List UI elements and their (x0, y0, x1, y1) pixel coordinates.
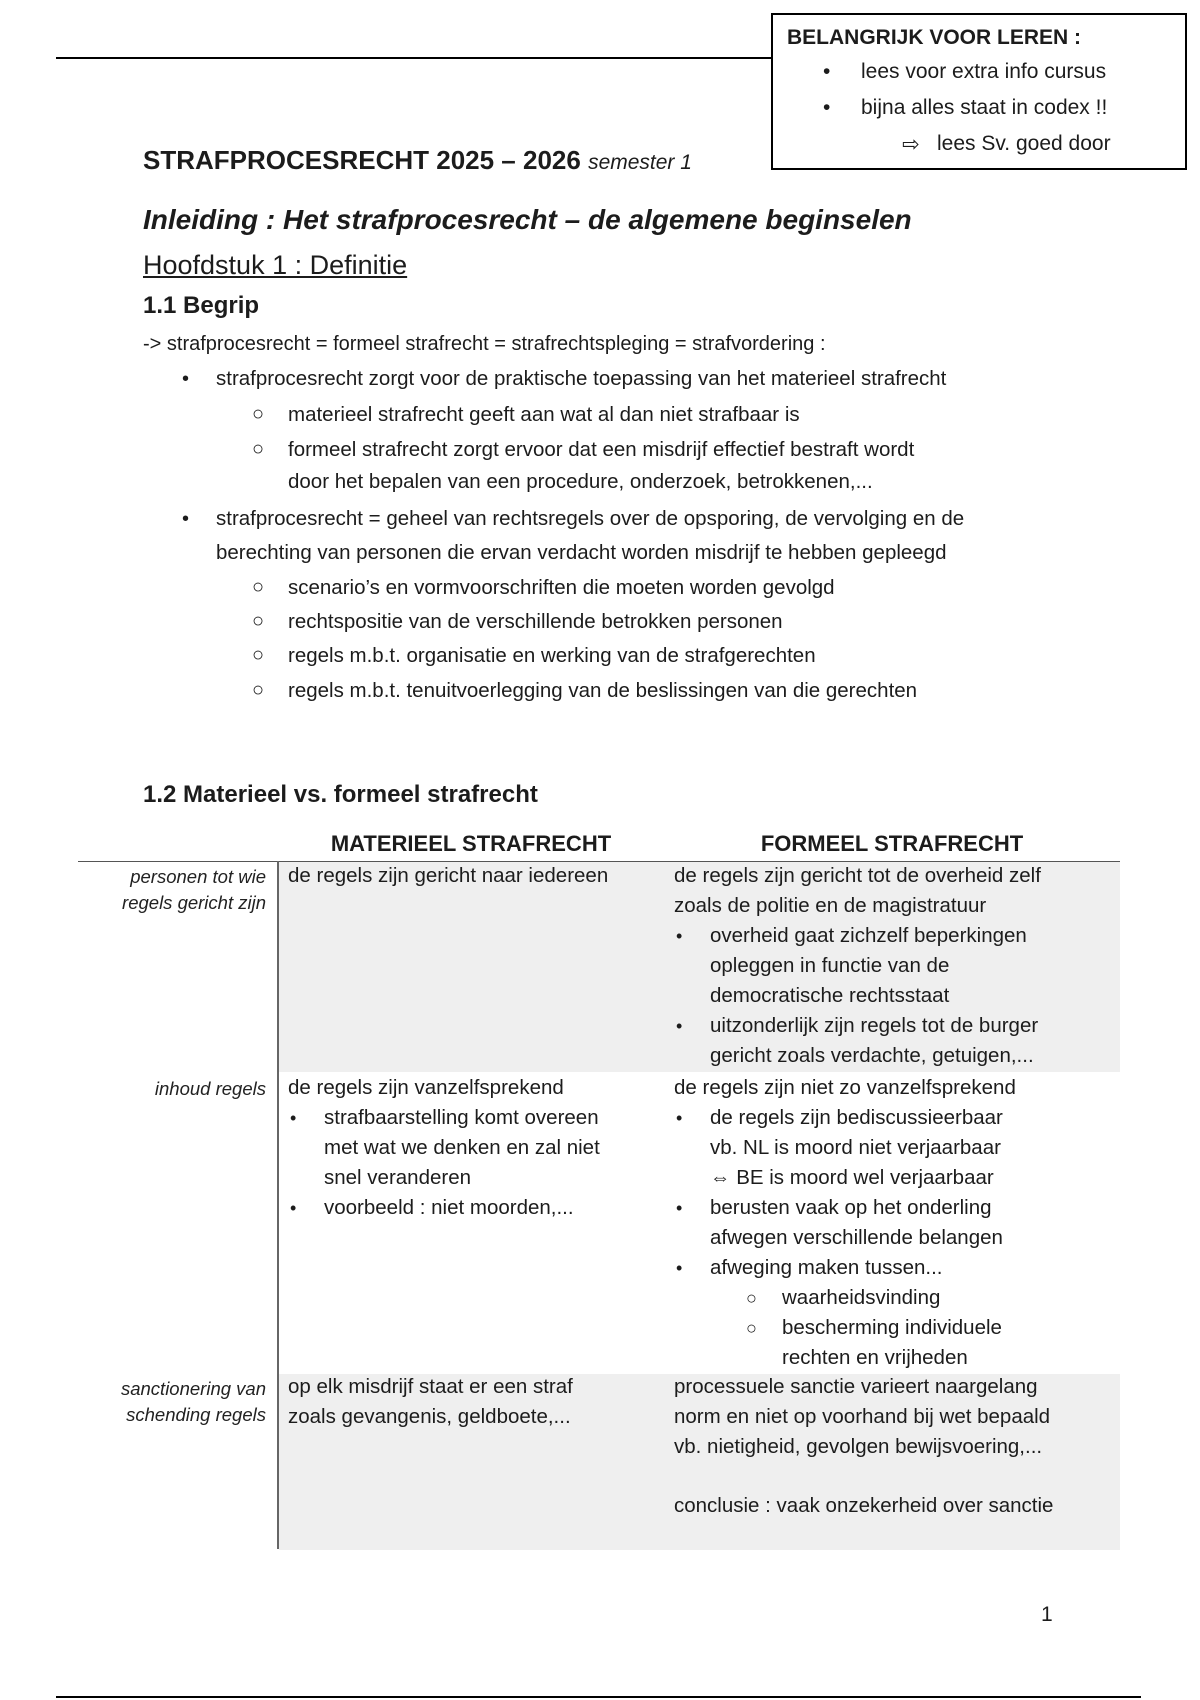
note-subitem-text: lees Sv. goed door (937, 132, 1111, 155)
bullet-icon: • (676, 1016, 683, 1036)
circle-bullet-icon: ○ (746, 1288, 757, 1308)
row-label-line: schending regels (126, 1404, 266, 1425)
note-item-text: lees voor extra info cursus (861, 60, 1107, 83)
circle-bullet-icon: ○ (252, 679, 265, 701)
cell-text: snel veranderen (324, 1166, 472, 1189)
cell-text: op elk misdrijf staat er een straf (288, 1375, 573, 1398)
list-item-continuation: berechting van personen die ervan verdacht worden misdrijf te hebben gepleegd (216, 541, 947, 564)
cell-text: BE is moord wel verjaarbaar (736, 1166, 994, 1189)
cell-text: rechten en vrijheden (782, 1346, 968, 1369)
list-item: strafprocesrecht = geheel van rechtsregels over de opsporing, de vervolging en de (216, 507, 965, 530)
table-cell-materieel (288, 1073, 600, 1223)
row-label-sanctionering (76, 1376, 266, 1428)
table-cell-formeel (674, 1073, 1016, 1373)
note-title: BELANGRIJK VOOR LEREN : (787, 26, 1082, 49)
bullet-icon: • (182, 368, 190, 390)
table-column-rule (277, 861, 279, 1549)
list-subitem: regels m.b.t. organisatie en werking van de strafgerechten (288, 644, 816, 667)
study-note-box (771, 13, 1187, 170)
circle-bullet-icon: ○ (252, 610, 265, 632)
cell-text: waarheidsvinding (782, 1286, 941, 1309)
bullet-icon: • (182, 508, 190, 530)
section-heading-1-2: 1.2 Materieel vs. formeel strafrecht (143, 781, 538, 808)
cell-text: zoals gevangenis, geldboete,... (288, 1405, 571, 1428)
cell-text: bescherming individuele (782, 1316, 1002, 1339)
header-rule (56, 57, 771, 59)
cell-text: norm en niet op voorhand bij wet bepaald (674, 1405, 1051, 1428)
cell-text: uitzonderlijk zijn regels tot de burger (710, 1014, 1039, 1037)
row-label-line: inhoud regels (154, 1078, 266, 1099)
column-header-formeel: FORMEEL STRAFRECHT (760, 831, 1024, 856)
bullet-icon: • (823, 96, 831, 119)
cell-bullet-item (674, 1253, 1016, 1283)
bullet-icon: • (676, 1108, 683, 1128)
section-heading-1-1: 1.1 Begrip (143, 292, 260, 319)
cell-text: overheid gaat zichzelf beperkingen (710, 924, 1027, 947)
list-subitem: formeel strafrecht zorgt ervoor dat een misdrijf effectief bestraft wordt (288, 438, 915, 461)
cell-text: processuele sanctie varieert naargelang (674, 1375, 1038, 1398)
list-item: strafprocesrecht zorgt voor de praktische toepassing van het materieel strafrecht (216, 367, 947, 390)
bullet-icon: • (290, 1198, 297, 1218)
cell-text: afwegen verschillende belangen (710, 1226, 1003, 1249)
cell-text: met wat we denken en zal niet (324, 1136, 600, 1159)
list-subitem: rechtspositie van de verschillende betrokken personen (288, 610, 783, 633)
cell-text: de regels zijn niet zo vanzelfsprekend (674, 1076, 1016, 1099)
bullet-icon: • (676, 1258, 683, 1278)
cell-text: de regels zijn vanzelfsprekend (288, 1076, 564, 1099)
table-cell-materieel (288, 861, 608, 891)
cell-text: vb. nietigheid, gevolgen bewijsvoering,... (674, 1435, 1043, 1458)
row-label-inhoud (76, 1076, 266, 1102)
cell-text: conclusie : vaak onzekerheid over sanctie (674, 1494, 1054, 1517)
footer-rule (56, 1696, 1141, 1698)
cell-text: de regels zijn bediscussieerbaar (710, 1106, 1003, 1129)
cell-text: democratische rechtsstaat (710, 984, 950, 1007)
arrow-right-icon: ⇨ (902, 133, 920, 156)
circle-bullet-icon: ○ (746, 1318, 757, 1338)
list-subitem: scenario’s en vormvoorschriften die moeten worden gevolgd (288, 576, 835, 599)
circle-bullet-icon: ○ (252, 644, 265, 666)
intro-heading: Inleiding : Het strafprocesrecht – de algemene beginselen (143, 204, 912, 235)
cell-bullet-item (288, 1193, 600, 1223)
row-label-line: sanctionering van (120, 1378, 266, 1399)
bullet-icon: • (676, 1198, 683, 1218)
cell-subitem (674, 1283, 1016, 1313)
circle-bullet-icon: ○ (252, 403, 265, 425)
circle-bullet-icon: ○ (252, 438, 265, 460)
cell-text: afweging maken tussen... (710, 1256, 943, 1279)
row-label-personen (76, 864, 266, 916)
semester-label: semester 1 (588, 151, 692, 174)
cell-text: strafbaarstelling komt overeen (324, 1106, 599, 1129)
cell-spacer (674, 1462, 1053, 1491)
document-title-text: STRAFPROCESRECHT 2025 – 2026 (143, 145, 581, 175)
row-label-line: regels gericht zijn (122, 892, 266, 913)
chapter-heading: Hoofdstuk 1 : Definitie (143, 250, 408, 280)
cell-bullet-item (288, 1103, 600, 1133)
cell-bullet-item (674, 921, 1041, 951)
cell-bullet-item (674, 1103, 1016, 1133)
bullet-icon: • (676, 926, 683, 946)
cell-text: voorbeeld : niet moorden,... (324, 1196, 574, 1219)
cell-bullet-item (674, 1193, 1016, 1223)
cell-text: de regels zijn gericht tot de overheid zelf (674, 864, 1041, 887)
document-title (143, 145, 692, 176)
cell-subitem (674, 1313, 1016, 1343)
column-header-materieel: MATERIEEL STRAFRECHT (330, 831, 612, 856)
table-cell-formeel (674, 861, 1041, 1071)
cell-text: berusten vaak op het onderling (710, 1196, 992, 1219)
list-subitem: materieel strafrecht geeft aan wat al dan niet strafbaar is (288, 403, 800, 426)
circle-bullet-icon: ○ (252, 576, 265, 598)
double-arrow-icon: ⇔ (710, 1166, 737, 1189)
bullet-icon: • (823, 60, 831, 83)
list-subitem-continuation: door het bepalen van een procedure, onderzoek, betrokkenen,... (288, 470, 873, 493)
cell-text: de regels zijn gericht naar iedereen (288, 864, 609, 887)
cell-bullet-item (674, 1011, 1041, 1041)
list-subitem: regels m.b.t. tenuitvoerlegging van de beslissingen van die gerechten (288, 679, 918, 702)
cell-text: zoals de politie en de magistratuur (674, 894, 987, 917)
page-number: 1 (1041, 1603, 1053, 1626)
bullet-icon: • (290, 1108, 297, 1128)
table-cell-formeel (674, 1372, 1053, 1521)
note-item-text: bijna alles staat in codex !! (861, 96, 1108, 119)
row-label-line: personen tot wie (130, 866, 266, 887)
cell-text: gericht zoals verdachte, getuigen,... (710, 1044, 1034, 1067)
table-cell-materieel (288, 1372, 573, 1432)
cell-text: vb. NL is moord niet verjaarbaar (710, 1136, 1001, 1159)
cell-text-with-arrow (674, 1163, 1016, 1193)
definition-line: -> strafprocesrecht = formeel strafrecht = strafrechtspleging = strafvordering : (143, 333, 826, 355)
cell-text: opleggen in functie van de (710, 954, 950, 977)
